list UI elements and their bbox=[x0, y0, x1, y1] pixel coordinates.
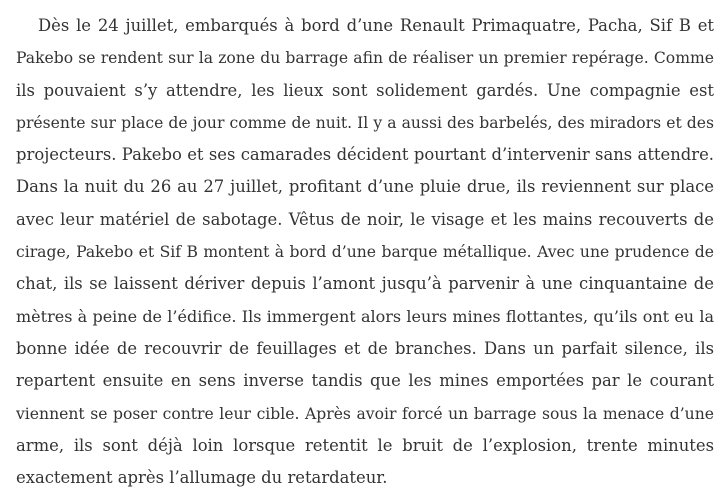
text-line-5: projecteurs. Pakebo et ses camarades décident pourtant d’intervenir sans attendre. bbox=[16, 145, 714, 165]
text-line-9: chat, ils se laissent dériver depuis l’amont jusqu’à parvenir à une cinquantaine de bbox=[16, 274, 714, 294]
text-line-6: Dans la nuit du 26 au 27 juillet, profitant d’une pluie drue, ils reviennent sur place bbox=[16, 177, 714, 197]
body-paragraph bbox=[16, 10, 714, 494]
text-line-8: cirage, Pakebo et Sif B montent à bord d’une barque métallique. Avec une prudence de bbox=[16, 243, 714, 262]
text-line-15: exactement après l’allumage du retardateur. bbox=[16, 468, 388, 488]
text-line-14: arme, ils sont déjà loin lorsque retentit le bruit de l’explosion, trente minutes bbox=[16, 435, 714, 455]
text-line-13: viennent se poser contre leur cible. Après avoir forcé un barrage sous la menace d’une bbox=[16, 404, 714, 423]
text-line-12: repartent ensuite en sens inverse tandis que les mines emportées par le courant bbox=[16, 371, 714, 391]
text-line-10: mètres à peine de l’édifice. Ils immergent alors leurs mines flottantes, qu’ils ont eu la bbox=[16, 306, 714, 326]
text-line-2: Pakebo se rendent sur la zone du barrage afin de réaliser un premier repérage. Comme bbox=[16, 49, 714, 68]
text-line-11: bonne idée de recouvrir de feuillages et de branches. Dans un parfait silence, ils bbox=[16, 338, 714, 358]
text-line-7: avec leur matériel de sabotage. Vêtus de noir, le visage et les mains recouverts de bbox=[16, 209, 714, 229]
text-line-3: ils pouvaient s’y attendre, les lieux sont solidement gardés. Une compagnie est bbox=[16, 80, 714, 100]
text-line-4: présente sur place de jour comme de nuit. Il y a aussi des barbelés, des miradors et des bbox=[16, 113, 714, 132]
text-line-1: Dès le 24 juillet, embarqués à bord d’une Renault Primaquatre, Pacha, Sif B et bbox=[38, 16, 714, 35]
